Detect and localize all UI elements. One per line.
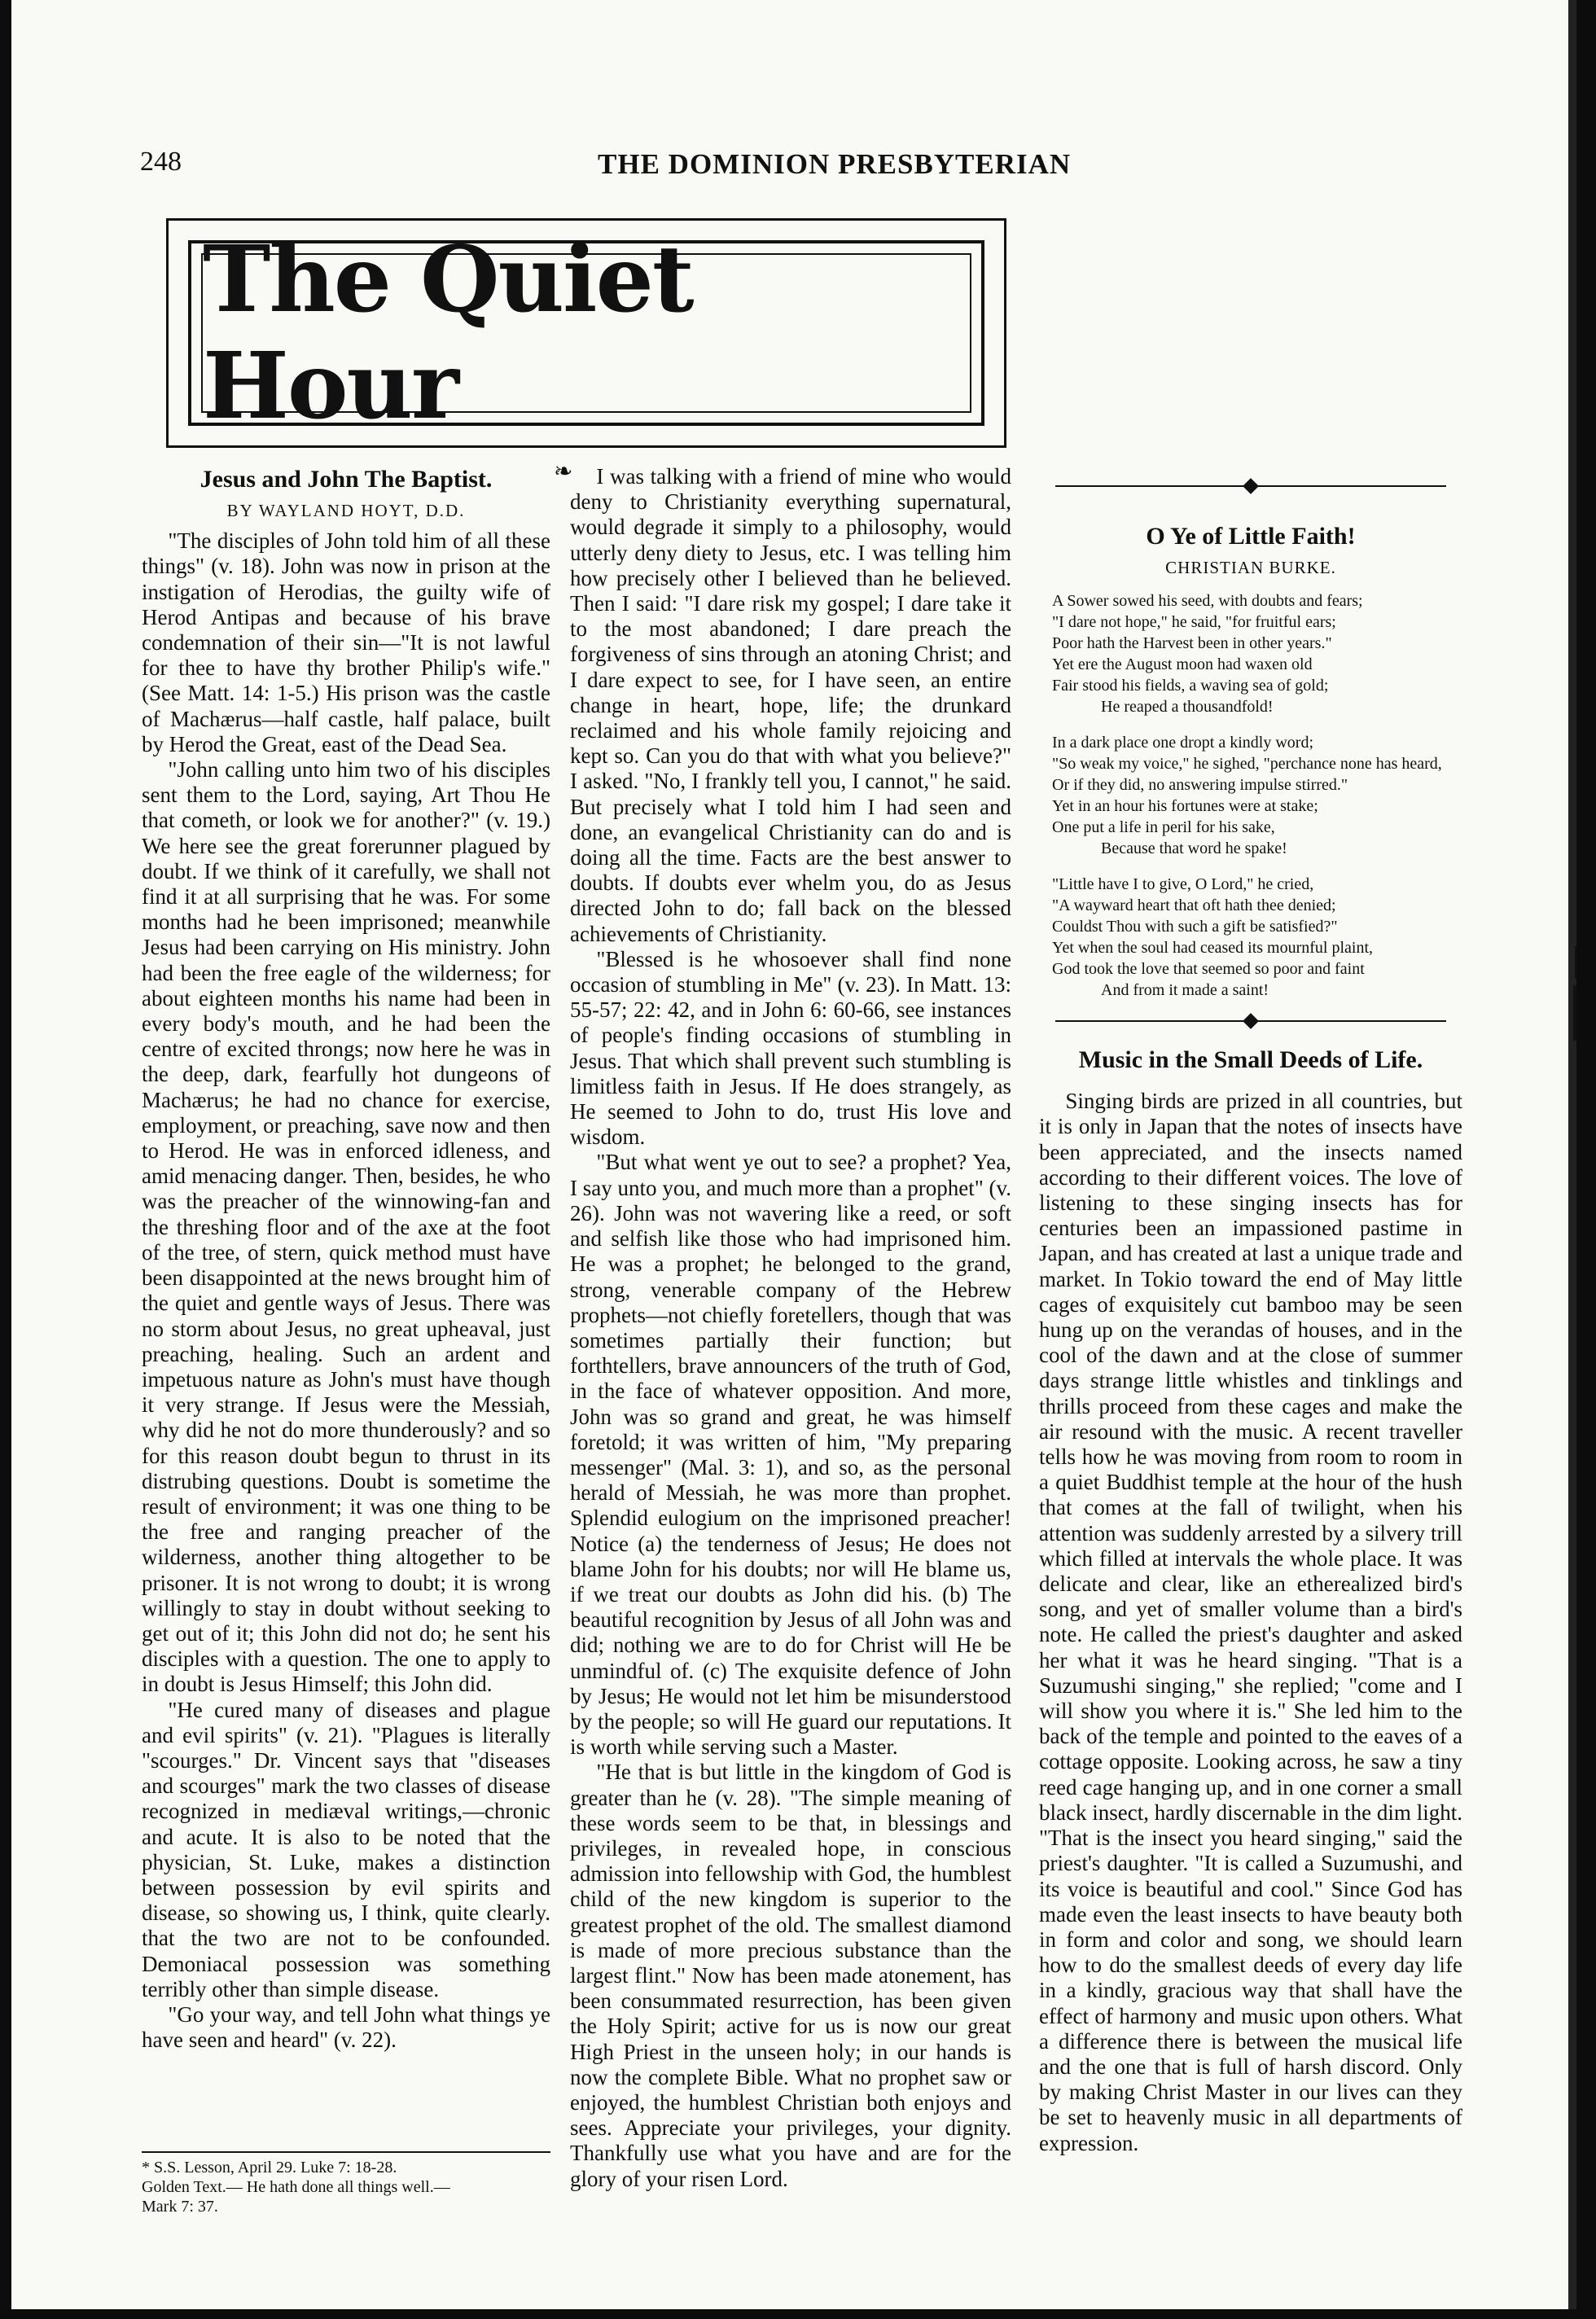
poem-stanza: [1052, 590, 1462, 717]
poem-line: "Little have I to give, O Lord," he cried,: [1052, 875, 1314, 894]
column-middle: [570, 464, 1011, 2192]
paragraph: "He that is but little in the kingdom of God is greater than he (v. 28). "The simple meaning of these words seem to be that, in blessings and privileges, in revealed hope, in conscious admission into fellowship with God, the humblest child of the new kingdom is superior to the greatest prophet of the old. The smallest diamond is made of more precious substance than the largest flint." Now has been made atonement, has been consummated resurrection, has been given the Holy Spirit; active for us is now our great High Priest in the unseen holy; in our hands is now the complete Bible. What no prophet saw or enjoyed, the humblest Christian both enjoys and sees. Appreciate your privileges, your dignity. Thankfully use what you have and are for the glory of your risen Lord.: [570, 1760, 1011, 2191]
poem-line: Yet in an hour his fortunes were at stake;: [1052, 797, 1318, 816]
paragraph: "John calling unto him two of his disciples sent them to the Lord, saying, Art Thou He that cometh, or look we for another?" (v. 19.) We here see the great forerunner plagued by doubt. If we think of it carefully, we shall not find it at all surprising that he was. For some months had he been imprisoned; meanwhile Jesus had been carrying on His ministry. John had been the free eagle of the wilderness; for about eighteen months his name had been in every body's mouth, and he had been the centre of excited throngs; now here he was in the deep, dark, fearfully hot dungeons of Machærus; he had no chance for exercise, employment, or preaching, save now and then to Herod. He was in enforced idleness, and amid menacing danger. Then, besides, he who was the preacher of the winnowing-fan and the threshing floor and of the axe at the foot of the tree, of stern, quick method must have been disappointed at the news brought him of the quiet and gentle ways of Jesus. There was no storm about Jesus, no great upheaval, just preaching, healing. Such an ardent and impetuous nature as John's must have though it very strange. If Jesus were the Messiah, why did he not do more thunderously? and so for this reason doubt begun to thrust in its distrubing questions. Doubt is sometime the result of environment; it was one thing to be the free and ranging preacher of the wilderness, another thing altogether to be prisoner. It is not wrong to doubt; it is wrong willingly to stay in doubt without seeking to get out of it; this John did not do; he sent his disciples with a question. The one to apply to in doubt is Jesus Himself; this John did.: [142, 757, 550, 1697]
paragraph: "Blessed is he whosoever shall find none occasion of stumbling in Me" (v. 23). In Matt. 13: 55-57; 22: 42, and in John 6: 60-66, see instances of people's finding occasions of stumbling in Jesus. That which shall prevent such stumbling is limitless faith in Jesus. If He does strangely, as He seemed to John to do, trust His love and wisdom.: [570, 946, 1011, 1150]
paragraph: I was talking with a friend of mine who would deny to Christianity everything supernatural, would degrade it simply to a philosophy, would utterly deny diety to Jesus, etc. I was telling him how precisely other I believed than he believed. Then I said: "I dare risk my gospel; I dare take it to the most abandoned; I dare preach the forgiveness of sins through an atoning Christ; and I dare expect to see, for I have seen, an entire change in heart, hope, life; the drunkard reclaimed and his whole family rejoicing and kept so. Can you do that with what you believe?" I asked. "No, I frankly tell you, I cannot," he said. But precisely what I told him I had seen and done, an evangelical Christianity can do and is doing all the time. Facts are the best answer to doubts. If doubts ever whelm you, do as Jesus directed John to do; fall back on the blessed achievements of Christianity.: [570, 464, 1011, 946]
paragraph: Singing birds are prized in all countries, but it is only in Japan that the notes of insects have been appreciated, and the insects named according to their different voices. The love of listening to these singing insects has for centuries been an impassioned pastime in Japan, and has created at last a unique trade and market. In Tokio toward the end of May little cages of exquisitely cut bamboo may be seen hung up on the verandas of houses, and in the cool of the dawn and at the close of summer days strange little whistles and tinklings and thrills proceed from these cages and make the air resound with the music. A recent traveller tells how he was moving from room to room in a quiet Buddhist temple at the hour of the hush that comes at the fall of twilight, when his attention was suddenly arrested by a silvery trill which filled at intervals the whole place. It was delicate and clear, like an etherealized bird's song, and yet of smaller volume than a bird's note. He called the priest's daughter and asked her what it was he heard singing. "That is a Suzumushi singing," she replied; "come and I will show you where it is." She led him to the back of the temple and pointed to the eaves of a cottage opposite. Looking across, he saw a tiny reed cage hanging up, and in one corner a small black insect, hardly discernable in the dim light. "That is the insect you heard singing," said the priest's daughter. "It is called a Suzumushi, and its voice is beautiful and cool." Since God has made even the least insects to have beauty both in form and color and song, we should learn how to do the smallest deeds of every day life in a kindly, gracious way that shall have the effect of harmony and music upon others. What a difference there is between the musical life and the one that is full of harsh discord. Only by making Christ Master in our lives can they be set to heavenly music in all departments of expression.: [1039, 1089, 1462, 2155]
masthead-title: The Quiet Hour: [203, 226, 693, 440]
footnote: [142, 2151, 550, 2216]
poem-line: Couldst Thou with such a gift be satisfied?": [1052, 918, 1338, 936]
margin-mark: [1573, 985, 1576, 1041]
poem-line: Poor hath the Harvest been in other years.": [1052, 634, 1332, 653]
poem-stanza: [1052, 732, 1462, 859]
paragraph: "He cured many of diseases and plague and evil spirits" (v. 21). "Plagues is literally "scourges." Dr. Vincent says that "diseases and scourges" mark the two classes of disease recognized in mediæval writings,—chronic and acute. It is also to be noted that the physician, St. Luke, makes a distinction between possession by evil spirits and disease, so showing us, I think, quite clearly. that the two are not to be confounded. Demoniacal possession was something terribly other than simple disease.: [142, 1697, 550, 2001]
poem-line: Yet ere the August moon had waxen old: [1052, 655, 1313, 674]
column-right: [1039, 215, 1462, 2156]
continued-text-space: [1039, 215, 1462, 472]
paragraph: "But what went ye out to see? a prophet? Yea, I say unto you, and much more than a prophet" (v. 26). John was not wavering like a reed, or soft and selfish like those who had imprisoned him. He was a prophet; he belonged to the grand, strong, venerable company of the Hebrew prophets—not chiefly foretellers, though that was sometimes partially their function; but forthtellers, brave announcers of the truth of God, in the face of whatever opposition. And more, John was so grand and great, he was himself foretold; it was written of him, "My preparing messenger" (Mal. 3: 1), and so, as the personal herald of Messiah, he was more than prophet. Splendid eulogium on the imprisoned preacher! Notice (a) the tenderness of Jesus; He does not blame John for his doubts; nor will He blame us, if we treat our doubts as John did his. (b) The beautiful recognition by Jesus of all John was and did; nothing we are to do for Christ will He be unmindful of. (c) The exquisite defence of John by Jesus; He would not let him be misunderstood by the people; so will He guard our reputations. It is worth while serving such a Master.: [570, 1150, 1011, 1760]
footnote-line: Golden Text.— He hath done all things well.—: [142, 2178, 450, 2196]
margin-mark: [1575, 946, 1576, 979]
poem-line: Or if they did, no answering impulse stirred.": [1052, 776, 1348, 795]
poem-line: "So weak my voice," he sighed, "perchance none has heard,: [1052, 755, 1442, 774]
article-title: Jesus and John The Baptist.: [200, 466, 493, 493]
article-byline: BY WAYLAND HOYT, D.D.: [226, 501, 466, 520]
poem-body: [1052, 590, 1462, 1001]
poem-line: He reaped a thousandfold!: [1101, 698, 1274, 717]
poem-line: One put a life in peril for his sake,: [1052, 818, 1275, 837]
poem-line: "A wayward heart that oft hath thee denied;: [1052, 896, 1336, 915]
article-title: Music in the Small Deeds of Life.: [1078, 1046, 1423, 1074]
poem-line: Yet when the soul had ceased its mournful plaint,: [1052, 939, 1374, 958]
running-head: THE DOMINION PRESBYTERIAN: [598, 148, 1072, 180]
poem-line: In a dark place one dropt a kindly word;: [1052, 734, 1314, 752]
paragraph: "Go your way, and tell John what things ye have seen and heard" (v. 22).: [142, 2001, 550, 2053]
poem-line: Fair stood his fields, a waving sea of gold;: [1052, 677, 1329, 695]
section-divider: [1055, 1015, 1446, 1027]
masthead-frame: [166, 218, 1006, 448]
column-left: [142, 464, 550, 2053]
page-number: 248: [140, 147, 182, 177]
newspaper-page: [11, 0, 1576, 2309]
masthead-title-box: [201, 226, 971, 440]
footnote-line: * S.S. Lesson, April 29. Luke 7: 18-28.: [142, 2159, 397, 2177]
masthead-inner-frame: [188, 226, 984, 440]
section-divider: [1055, 480, 1446, 492]
poem-line: And from it made a saint!: [1101, 981, 1269, 1000]
poem-title: O Ye of Little Faith!: [1146, 523, 1356, 550]
poem-line: A Sower sowed his seed, with doubts and fears;: [1052, 592, 1363, 611]
poem-line: "I dare not hope," he said, "for fruitful ears;: [1052, 613, 1336, 632]
poem-line: Because that word he spake!: [1101, 839, 1287, 858]
flourish-ornament: ❧: [554, 459, 573, 484]
poem-line: God took the love that seemed so poor and faint: [1052, 960, 1365, 979]
scan-edge: [1568, 0, 1576, 2309]
poem-stanza: [1052, 874, 1462, 1001]
poem-author: CHRISTIAN BURKE.: [1165, 558, 1336, 577]
paragraph: "The disciples of John told him of all these things" (v. 18). John was now in prison at the instigation of Herodias, the guilty wife of Herod Antipas and because of his brave condemnation of their sin—"It is not lawful for thee to have thy brother Philip's wife." (See Matt. 14: 1-5.) His prison was the castle of Machærus—half castle, half palace, built by Herod the Great, east of the Dead Sea.: [142, 528, 550, 756]
footnote-line: Mark 7: 37.: [142, 2198, 218, 2216]
